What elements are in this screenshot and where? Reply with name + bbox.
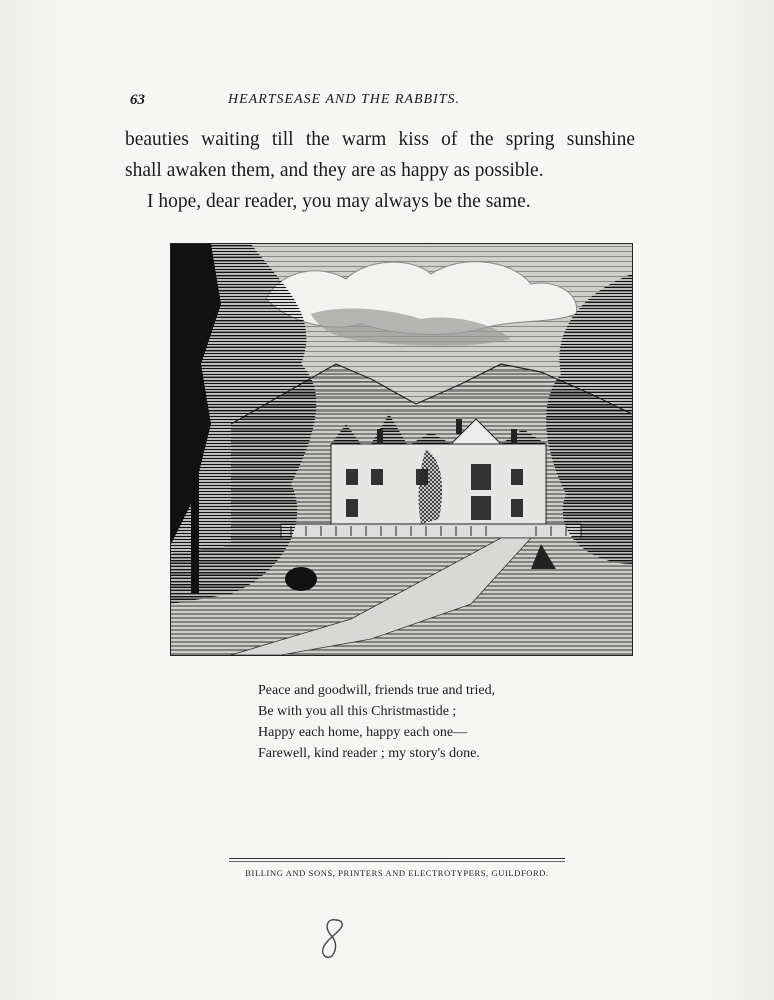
body-line: shall awaken them, and they are as happy as possible.	[125, 160, 544, 181]
body-text	[125, 124, 635, 217]
verse-line: Peace and goodwill, friends true and tried,	[258, 683, 496, 698]
closing-verse	[258, 680, 558, 764]
verse-line: Be with you all this Christmastide ;	[258, 704, 457, 719]
printer-imprint: BILLING AND SONS, PRINTERS AND ELECTROTYPERS, GUILDFORD.	[245, 868, 549, 878]
imprint-rule-thin	[229, 861, 565, 862]
handwritten-folio-mark	[314, 916, 350, 962]
body-line: beauties waiting till the warm kiss of the spring sunshine	[125, 129, 635, 150]
verse-line: Farewell, kind reader ; my story's done.	[258, 746, 480, 761]
imprint-rule	[229, 858, 565, 859]
country-house-engraving	[170, 243, 633, 656]
running-title: HEARTSEASE AND THE RABBITS.	[228, 92, 461, 107]
body-line: I hope, dear reader, you may always be the same.	[147, 191, 531, 212]
page-number: 63	[130, 92, 145, 108]
verse-line: Happy each home, happy each one—	[258, 725, 468, 740]
